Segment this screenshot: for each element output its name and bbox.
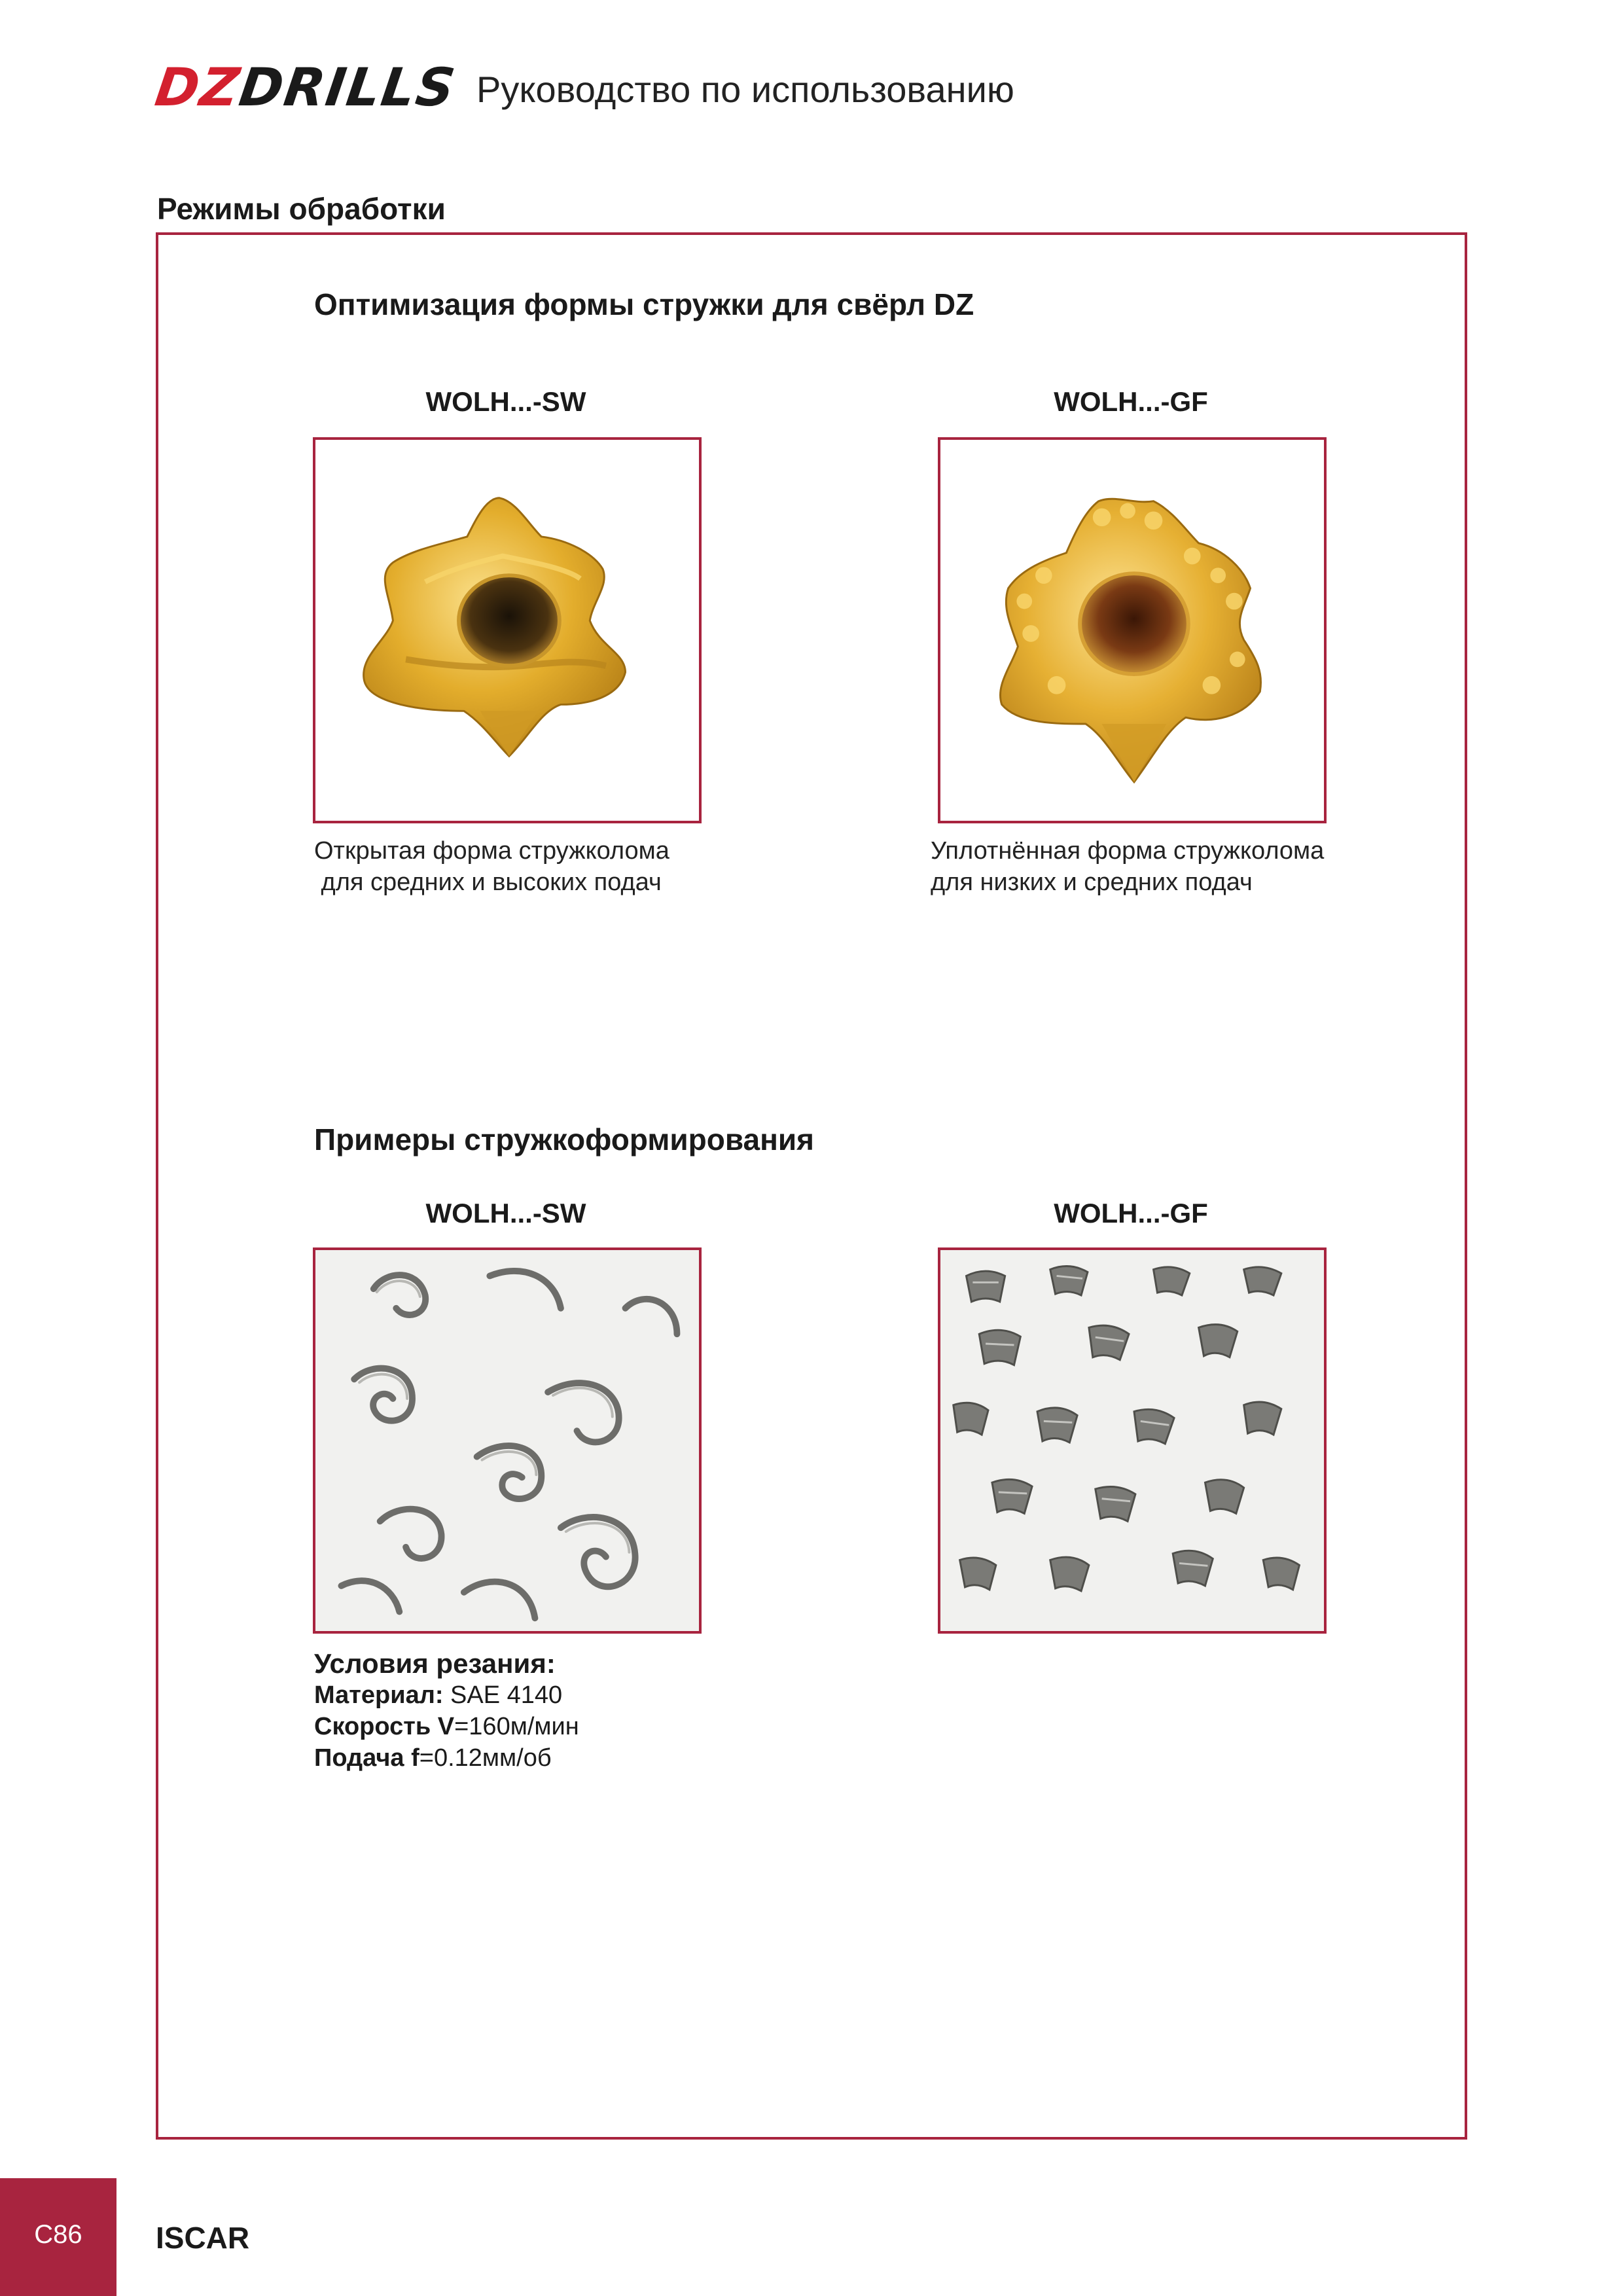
- insert-model-gf: WOLH...-GF: [1054, 386, 1208, 417]
- chip-image-gf: [938, 1247, 1327, 1634]
- insert-image-gf: [938, 437, 1327, 823]
- cutting-conditions: [314, 1648, 579, 1774]
- insert-model-sw: WOLH...-SW: [425, 386, 586, 417]
- feed-value: =0.12мм/об: [419, 1744, 552, 1772]
- section-heading: Режимы обработки: [157, 192, 446, 226]
- gf-insert-picture: [940, 440, 1324, 821]
- chip-model-sw: WOLH...-SW: [425, 1198, 586, 1229]
- caption-line: для низких и средних подач: [931, 869, 1253, 896]
- speed-label: Скорость V: [314, 1713, 455, 1740]
- chip-model-gf: WOLH...-GF: [1054, 1198, 1208, 1229]
- cutting-conditions-heading: Условия резания:: [314, 1648, 556, 1679]
- short-chips-picture: [940, 1250, 1324, 1631]
- material-value: SAE 4140: [443, 1681, 563, 1709]
- sw-insert-picture: [315, 440, 699, 821]
- caption-line: Уплотнённая форма стружколома: [931, 837, 1325, 865]
- caption-line: Открытая форма стружколома: [314, 837, 669, 865]
- insert-caption-sw: [314, 835, 669, 898]
- header-subtitle: Руководство по использованию: [476, 69, 1014, 110]
- feed-line: [314, 1742, 579, 1774]
- speed-value: =160м/мин: [454, 1713, 579, 1740]
- caption-line: для средних и высоких подач: [314, 869, 662, 896]
- insert-section-title: Оптимизация формы стружки для свёрл DZ: [314, 287, 974, 321]
- insert-caption-gf: [931, 835, 1324, 898]
- material-line: [314, 1679, 579, 1711]
- chip-section-title: Примеры стружкоформирования: [314, 1122, 814, 1157]
- speed-line: [314, 1711, 579, 1742]
- material-label: Материал:: [314, 1681, 444, 1709]
- insert-image-sw: [313, 437, 702, 823]
- chip-image-sw: [313, 1247, 702, 1634]
- page-number: C86: [34, 2220, 82, 2249]
- dzdrills-logo: DZDRILLS: [151, 57, 460, 118]
- spiral-chips-picture: [315, 1250, 699, 1631]
- footer-brand: ISCAR: [156, 2221, 250, 2255]
- feed-label: Подача f: [314, 1744, 419, 1772]
